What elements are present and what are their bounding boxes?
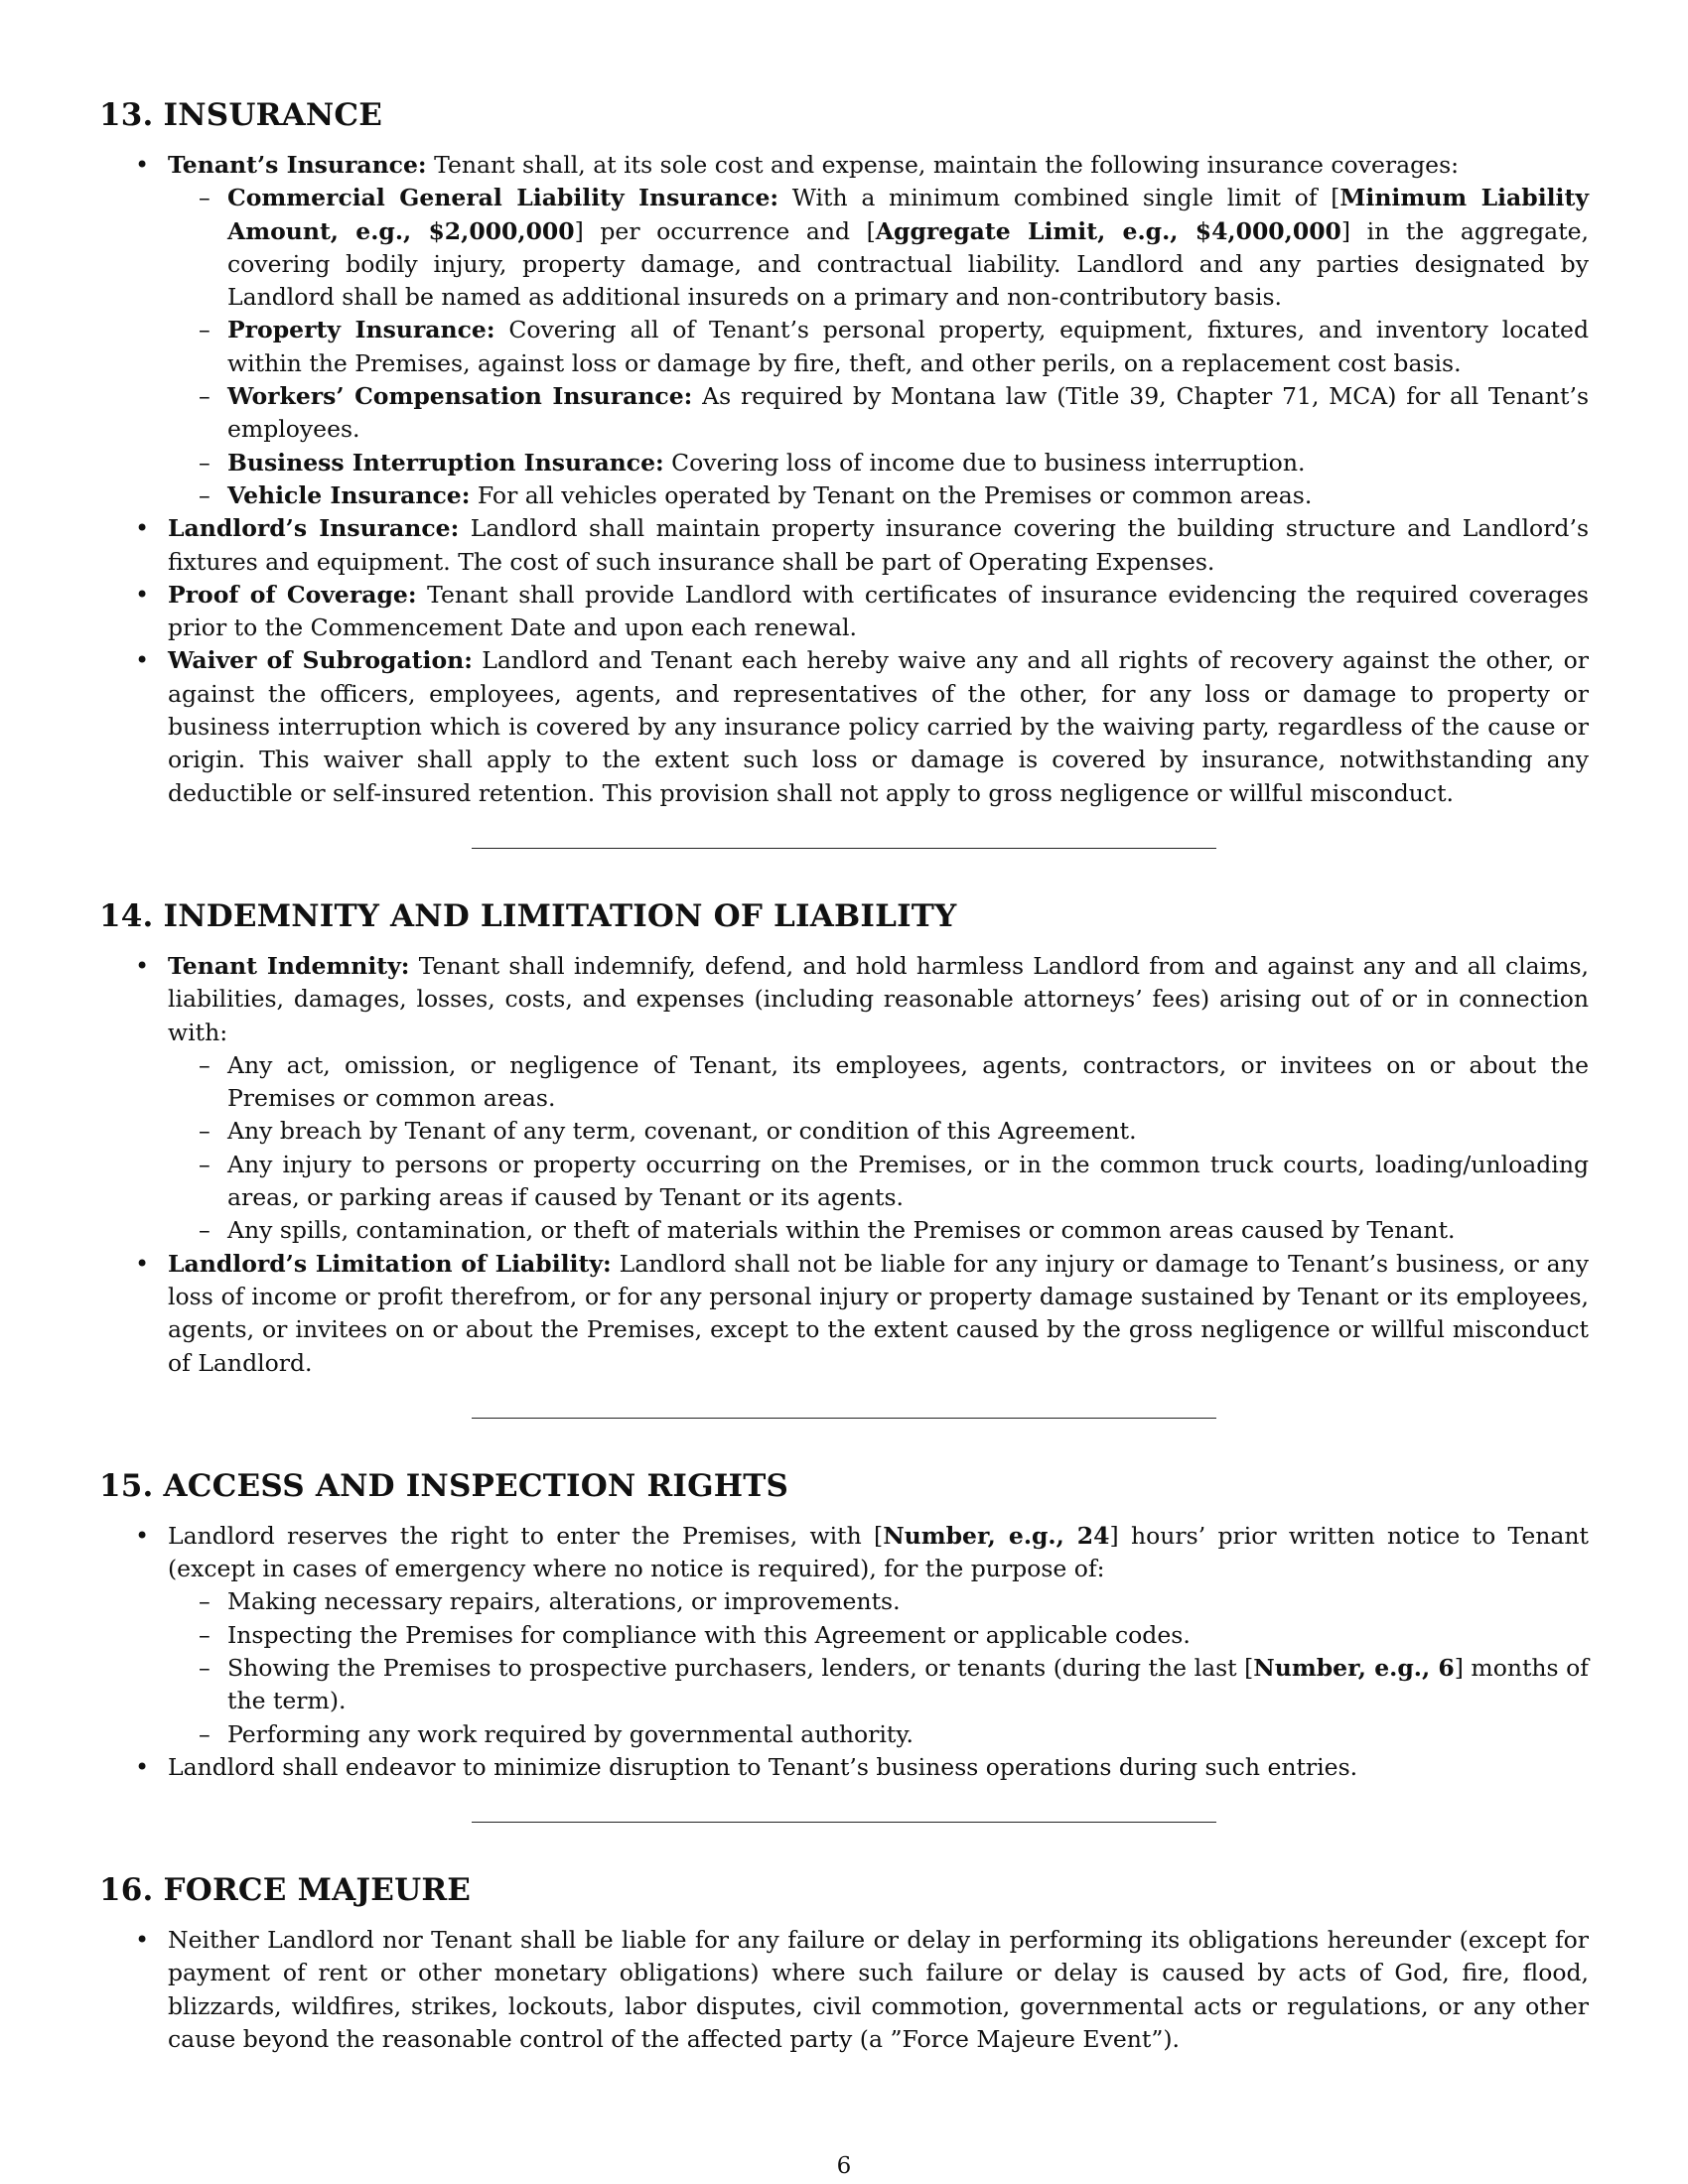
- section-heading: 16. FORCE MAJEURE: [99, 1872, 472, 1909]
- list-item: • Landlord’s Limitation of Liability: Landlord shall not be liable for any injury or damage to Tenant’s business, or any loss of income or profit therefrom, or for any personal injury or property damage sustained by Tenant or its employees, agents, or invitees on or about the Premises, except to the extent caused by the gross negligence or willful misconduct of Landlord.: [99, 1248, 1589, 1380]
- section-insurance: [99, 95, 1589, 849]
- sub-list-item: – Commercial General Liability Insurance: With a minimum combined single limit of [Minimum Liability Amount, e.g., $2,000,000] per occurrence and [Aggregate Limit, e.g., $4,000,000] in the aggregate, covering bodily injury, property damage, and contractual liability. Landlord and any parties designated by Landlord shall be named as additional insureds on a primary and non-contributory basis.: [168, 182, 1589, 314]
- list-item: • Proof of Coverage: Tenant shall provide Landlord with certificates of insurance evidencing the required coverages prior to the Commencement Date and upon each renewal.: [99, 579, 1589, 645]
- bullet-list: [99, 149, 1589, 810]
- sub-list-item: – Property Insurance: Covering all of Tenant’s personal property, equipment, fixtures, and inventory located within the Premises, against loss or damage by fire, theft, and other perils, on a replacement cost basis.: [168, 314, 1589, 380]
- sub-list-item: – Making necessary repairs, alterations, or improvements.: [168, 1585, 1589, 1618]
- bullet-list: [99, 1924, 1589, 2056]
- sub-list-item: – Any breach by Tenant of any term, covenant, or condition of this Agreement.: [168, 1115, 1589, 1148]
- sub-list-item: – Business Interruption Insurance: Covering loss of income due to business interruption.: [168, 447, 1589, 479]
- section-access-inspection: [99, 1466, 1589, 1823]
- sub-list-item: – Workers’ Compensation Insurance: As required by Montana law (Title 39, Chapter 71, MCA) for all Tenant’s employees.: [168, 380, 1589, 447]
- sub-list-item: – Any act, omission, or negligence of Tenant, its employees, agents, contractors, or invitees on or about the Premises or common areas.: [168, 1049, 1589, 1116]
- bullet-list: [99, 1520, 1589, 1784]
- list-item: • Waiver of Subrogation: Landlord and Tenant each hereby waive any and all rights of recovery against the other, or against the officers, employees, agents, and representatives of the other, for any loss or damage to property or business interruption which is covered by any insurance policy carried by the waiving party, regardless of the cause or origin. This waiver shall apply to the extent such loss or damage is covered by insurance, notwithstanding any deductible or self-insured retention. This provision shall not apply to gross negligence or willful misconduct.: [99, 644, 1589, 809]
- sub-list-item: – Vehicle Insurance: For all vehicles operated by Tenant on the Premises or common areas.: [168, 479, 1589, 512]
- sub-list: [168, 1585, 1589, 1750]
- list-item: • Landlord shall endeavor to minimize disruption to Tenant’s business operations during such entries.: [99, 1751, 1589, 1784]
- list-item: • Landlord’s Insurance: Landlord shall maintain property insurance covering the building structure and Landlord’s fixtures and equipment. The cost of such insurance shall be part of Operating Expenses.: [99, 512, 1589, 579]
- page-number: 6: [836, 2153, 852, 2179]
- sub-list-item: – Inspecting the Premises for compliance with this Agreement or applicable codes.: [168, 1619, 1589, 1652]
- list-item: • Landlord reserves the right to enter the Premises, with [Number, e.g., 24] hours’ prior written notice to Tenant (except in cases of emergency where no notice is required), for the purpose of: – Making necessary repairs, alterations, or improvements. – Inspecting the Premises for compliance with this Agreement or applicable codes. – Showing the Premises to prospective purchasers, lenders, or tenants (during the last [Number, e.g., 6] months of the term). – Performing any work required by governmental authority.: [99, 1520, 1589, 1751]
- document-page: [99, 95, 1589, 2056]
- section-indemnity: [99, 896, 1589, 1419]
- list-item: • Tenant Indemnity: Tenant shall indemnify, defend, and hold harmless Landlord from and against any and all claims, liabilities, damages, losses, costs, and expenses (including reasonable attorneys’ fees) arising out of or in connection with: – Any act, omission, or negligence of Tenant, its employees, agents, contractors, or invitees on or about the Premises or common areas. – Any breach by Tenant of any term, covenant, or condition of this Agreement. – Any injury to persons or property occurring on the Premises, or in the common truck courts, loading/unloading areas, or parking areas if caused by Tenant or its agents. – Any spills, contamination, or theft of materials within the Premises or common areas caused by Tenant.: [99, 950, 1589, 1248]
- section-heading: 15. ACCESS AND INSPECTION RIGHTS: [99, 1467, 789, 1504]
- section-heading: 14. INDEMNITY AND LIMITATION OF LIABILITY: [99, 897, 957, 934]
- section-force-majeure: [99, 1870, 1589, 2056]
- sub-list-item: – Any injury to persons or property occurring on the Premises, or in the common truck courts, loading/unloading areas, or parking areas if caused by Tenant or its agents.: [168, 1149, 1589, 1215]
- sub-list-item: – Any spills, contamination, or theft of materials within the Premises or common areas caused by Tenant.: [168, 1214, 1589, 1247]
- sub-list-item: – Performing any work required by governmental authority.: [168, 1718, 1589, 1751]
- list-item: • Tenant’s Insurance: Tenant shall, at its sole cost and expense, maintain the following insurance coverages: – Commercial General Liability Insurance: With a minimum combined single limit of [Minimum Liability Amount, e.g., $2,000,000] per occurrence and [Aggregate Limit, e.g., $4,000,000] in the aggregate, covering bodily injury, property damage, and contractual liability. Landlord and any parties designated by Landlord shall be named as additional insureds on a primary and non-contributory basis. – Property Insurance: Covering all of Tenant’s personal property, equipment, fixtures, and inventory located within the Premises, against loss or damage by fire, theft, and other perils, on a replacement cost basis. – Workers’ Compensation Insurance: As required by Montana law (Title 39, Chapter 71, MCA) for all Tenant’s employees. – Business Interruption Insurance: Covering loss of income due to business interruption. – Vehicle Insurance: For all vehicles operated by Tenant on the Premises or common areas.: [99, 149, 1589, 512]
- list-item: • Neither Landlord nor Tenant shall be liable for any failure or delay in performing its obligations hereunder (except for payment of rent or other monetary obligations) where such failure or delay is caused by acts of God, fire, flood, blizzards, wildfires, strikes, lockouts, labor disputes, civil commotion, governmental acts or regulations, or any other cause beyond the reasonable control of the affected party (a ”Force Majeure Event”).: [99, 1924, 1589, 2056]
- bullet-list: [99, 950, 1589, 1380]
- sub-list: [168, 1049, 1589, 1248]
- section-heading: 13. INSURANCE: [99, 97, 383, 133]
- sub-list-item: – Showing the Premises to prospective purchasers, lenders, or tenants (during the last [Number, e.g., 6] months of the term).: [168, 1652, 1589, 1718]
- sub-list: [168, 182, 1589, 512]
